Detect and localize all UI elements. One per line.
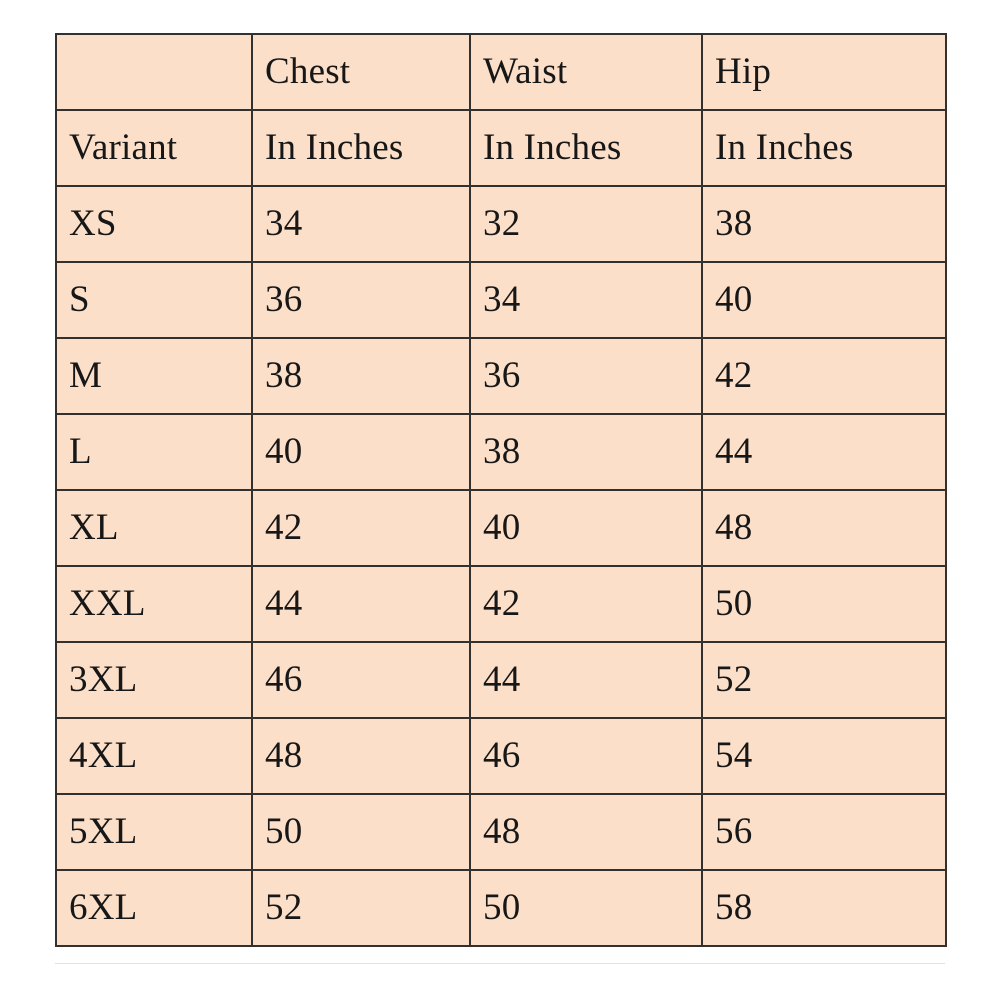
header-chest-units: In Inches — [252, 110, 470, 186]
cell-hip: 42 — [702, 338, 946, 414]
table-row — [56, 490, 946, 566]
cell-chest: 38 — [252, 338, 470, 414]
cell-variant: L — [56, 414, 252, 490]
cell-waist: 34 — [470, 262, 702, 338]
cell-variant: XXL — [56, 566, 252, 642]
header-row-measurements — [56, 34, 946, 110]
header-waist: Waist — [470, 34, 702, 110]
cell-chest: 50 — [252, 794, 470, 870]
cell-chest: 40 — [252, 414, 470, 490]
cell-hip: 54 — [702, 718, 946, 794]
cell-waist: 38 — [470, 414, 702, 490]
cell-hip: 48 — [702, 490, 946, 566]
page-bottom-rule — [55, 963, 945, 964]
cell-waist: 42 — [470, 566, 702, 642]
cell-chest: 34 — [252, 186, 470, 262]
table-row — [56, 870, 946, 946]
table-row — [56, 338, 946, 414]
size-chart-table — [55, 33, 947, 947]
cell-waist: 44 — [470, 642, 702, 718]
cell-chest: 48 — [252, 718, 470, 794]
header-chest: Chest — [252, 34, 470, 110]
cell-hip: 56 — [702, 794, 946, 870]
table-row — [56, 262, 946, 338]
cell-waist: 50 — [470, 870, 702, 946]
cell-chest: 44 — [252, 566, 470, 642]
table-row — [56, 794, 946, 870]
cell-waist: 40 — [470, 490, 702, 566]
cell-hip: 44 — [702, 414, 946, 490]
size-chart-container — [55, 33, 945, 947]
header-row-units — [56, 110, 946, 186]
header-waist-units: In Inches — [470, 110, 702, 186]
cell-chest: 52 — [252, 870, 470, 946]
cell-chest: 46 — [252, 642, 470, 718]
table-row — [56, 414, 946, 490]
header-variant: Variant — [56, 110, 252, 186]
cell-variant: XS — [56, 186, 252, 262]
cell-waist: 46 — [470, 718, 702, 794]
cell-waist: 32 — [470, 186, 702, 262]
cell-variant: 5XL — [56, 794, 252, 870]
cell-variant: 4XL — [56, 718, 252, 794]
cell-variant: XL — [56, 490, 252, 566]
cell-waist: 48 — [470, 794, 702, 870]
header-corner-blank — [56, 34, 252, 110]
cell-variant: 3XL — [56, 642, 252, 718]
cell-hip: 38 — [702, 186, 946, 262]
table-row — [56, 718, 946, 794]
header-hip: Hip — [702, 34, 946, 110]
cell-hip: 58 — [702, 870, 946, 946]
cell-variant: M — [56, 338, 252, 414]
cell-hip: 40 — [702, 262, 946, 338]
cell-hip: 52 — [702, 642, 946, 718]
table-row — [56, 642, 946, 718]
header-hip-units: In Inches — [702, 110, 946, 186]
cell-chest: 36 — [252, 262, 470, 338]
cell-waist: 36 — [470, 338, 702, 414]
table-row — [56, 566, 946, 642]
table-row — [56, 186, 946, 262]
cell-variant: 6XL — [56, 870, 252, 946]
cell-chest: 42 — [252, 490, 470, 566]
cell-hip: 50 — [702, 566, 946, 642]
cell-variant: S — [56, 262, 252, 338]
